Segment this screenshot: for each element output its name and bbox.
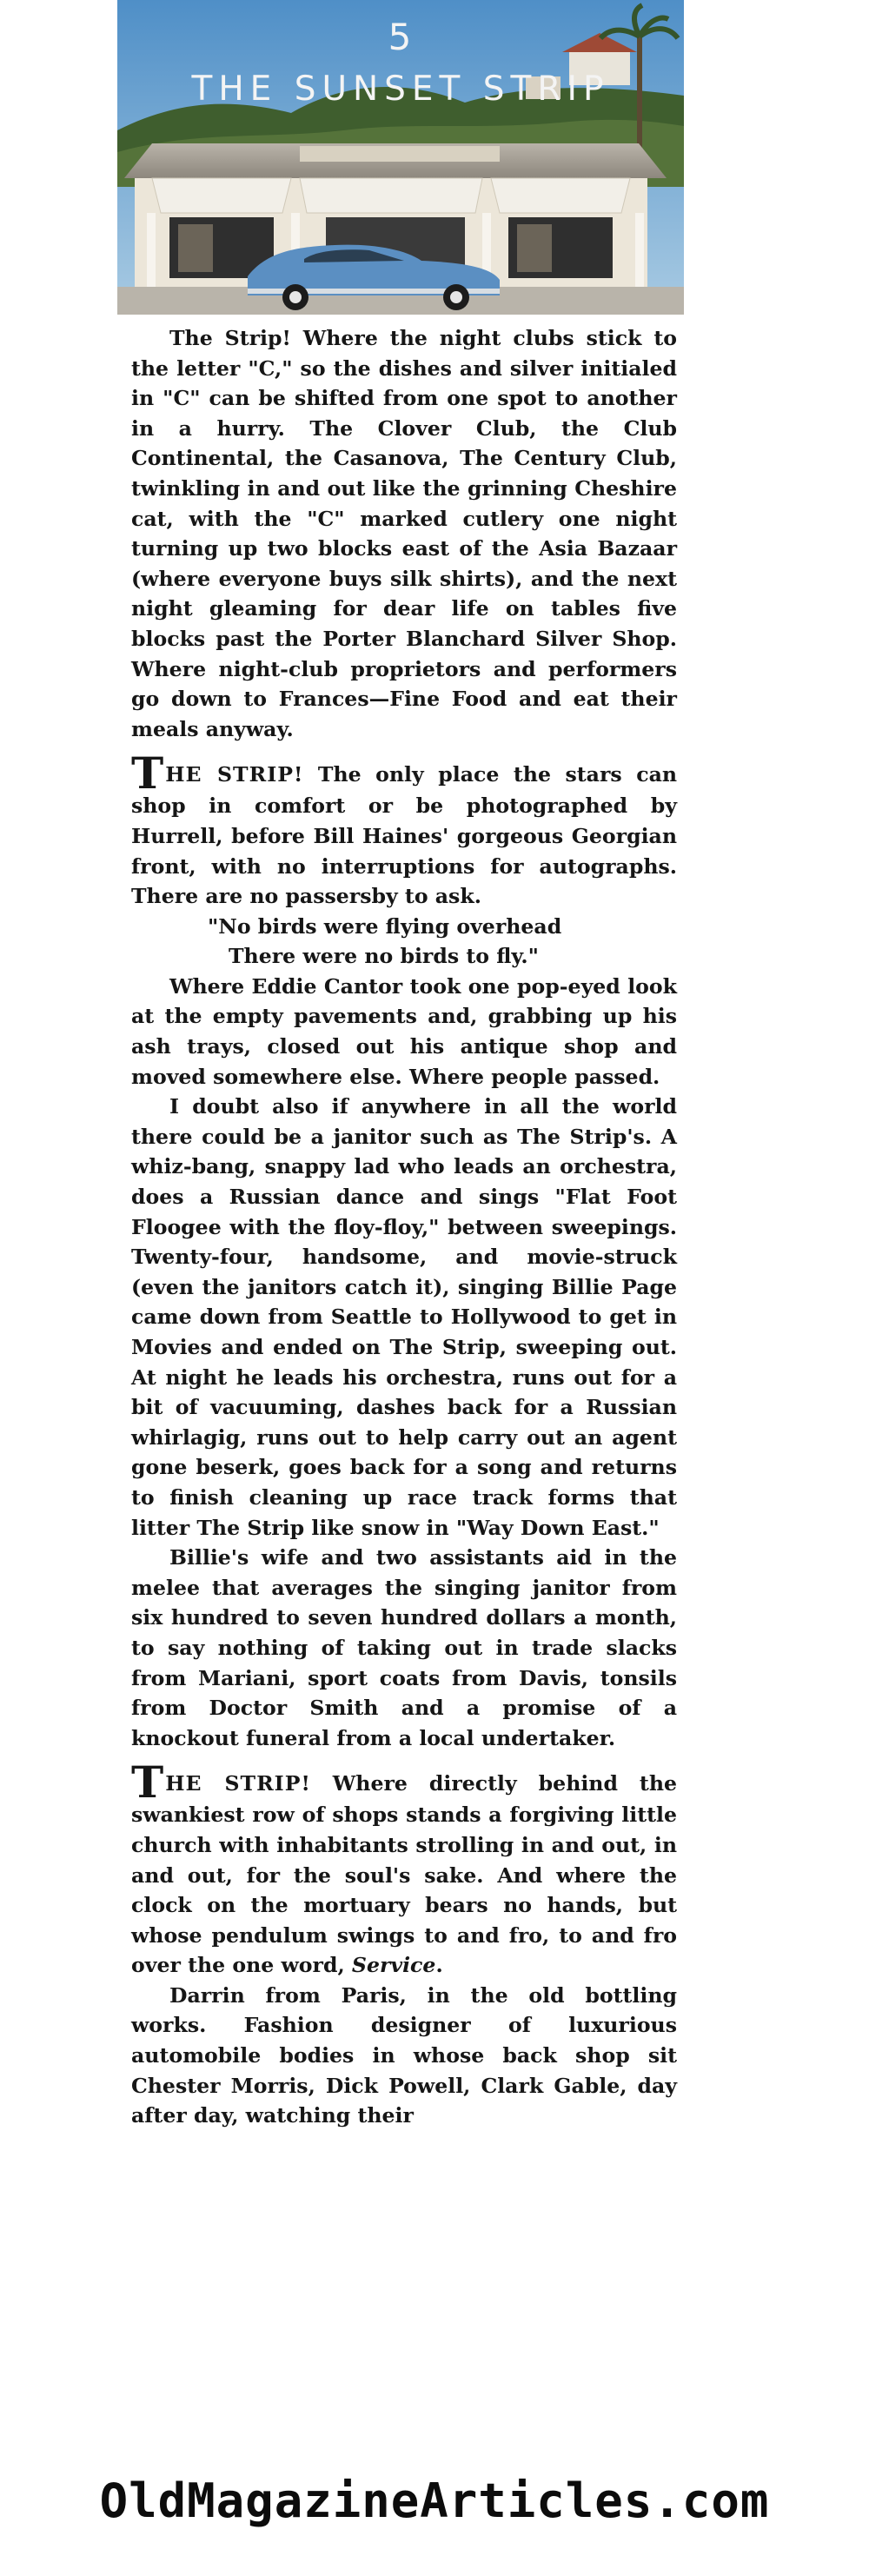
poem-line-2: There were no birds to fly." (229, 944, 539, 969)
lead-in: HE STRIP! (165, 762, 304, 787)
site-watermark: OldMagazineArticles.com (99, 2473, 770, 2528)
paragraph-6-end: . (435, 1953, 443, 1978)
paragraph-2 (131, 747, 678, 911)
paragraph-2-text: The only place the stars can shop in comfort or be photographed by Hurrell, before Bill Haines' gorgeous Georgian front, with no interruptions for autographs. There are no passersby to ask. (131, 762, 678, 909)
lead-in: HE STRIP! (165, 1771, 311, 1796)
article-body (131, 323, 677, 2131)
paragraph-1: The Strip! Where the night clubs stick to the letter "C," so the dishes and silver initialed in "C" can be shifted from one spot to another in a hurry. The Clover Club, the Club Continental, the Casanova, The Century Club, twinkling in and out like the grinning Cheshire cat, with the "C" marked cutlery one night turning up two blocks east of the Asia Bazaar (where everyone buys silk shirts), and the next night gleaming for dear life on tables five blocks past the Porter Blanchard Silver Shop. Where night-club proprietors and performers go down to Frances—Fine Food and eat their meals anyway. (131, 326, 677, 741)
paragraph-5: Billie's wife and two assistants aid in the melee that averages the singing janitor from six hundred to seven hundred dollars a month, to say nothing of taking out in trade slacks from Mariani, sport coats from Davis, tonsils from Doctor Smith and a promise of a knockout funeral from a local undertaker. (131, 1545, 677, 1750)
poem-line-1: "No birds were flying overhead (208, 913, 562, 939)
emphasis-word: Service (351, 1953, 436, 1978)
chapter-title: THE SUNSET STRIP (191, 70, 610, 109)
paragraph-6-text: Where directly behind the swankiest row of shops stands a forgiving little church with inhabitants strolling in and out, in and out, for the soul's sake. And where the clock on the mortuary bears no hands, but whose pendulum swings to and fro, to and fro over the one word, (131, 1771, 677, 1978)
paragraph-7: Darrin from Paris, in the old bottling works. Fashion designer of luxurious automobile bodies in whose back shop sit Chester Morris, Dick Powell, Clark Gable, day after day, watching their (131, 1982, 677, 2128)
poem-quote (131, 912, 677, 972)
paragraph-6 (131, 1756, 677, 1981)
drop-cap: T (131, 747, 164, 800)
drop-cap: T (131, 1756, 164, 1809)
paragraph-4: I doubt also if anywhere in all the world there could be a janitor such as The Strip's. A whiz-bang, snappy lad who leads an orchestra, does a Russian dance and sings "Flat Foot Floogee with the floy-floy," between sweepings. Twenty-four, handsome, and movie-struck (even the janitors catch it), singing Billie Page came down from Seattle to Hollywood to get in Movies and ended on The Strip, sweeping out. At night he leads his orchestra, runs out for a bit of vacuuming, dashes back for a Russian whirlagig, runs out to help carry out an agent gone beserk, goes back for a song and returns to finish cleaning up race track forms that litter The Strip like snow in "Way Down East." (131, 1094, 677, 1540)
chapter-number: 5 (388, 16, 414, 58)
header-photo (117, 0, 684, 315)
paragraph-3: Where Eddie Cantor took one pop-eyed look at the empty pavements and, grabbing up his ash trays, closed out his antique shop and moved somewhere else. Where people passed. (131, 973, 677, 1089)
